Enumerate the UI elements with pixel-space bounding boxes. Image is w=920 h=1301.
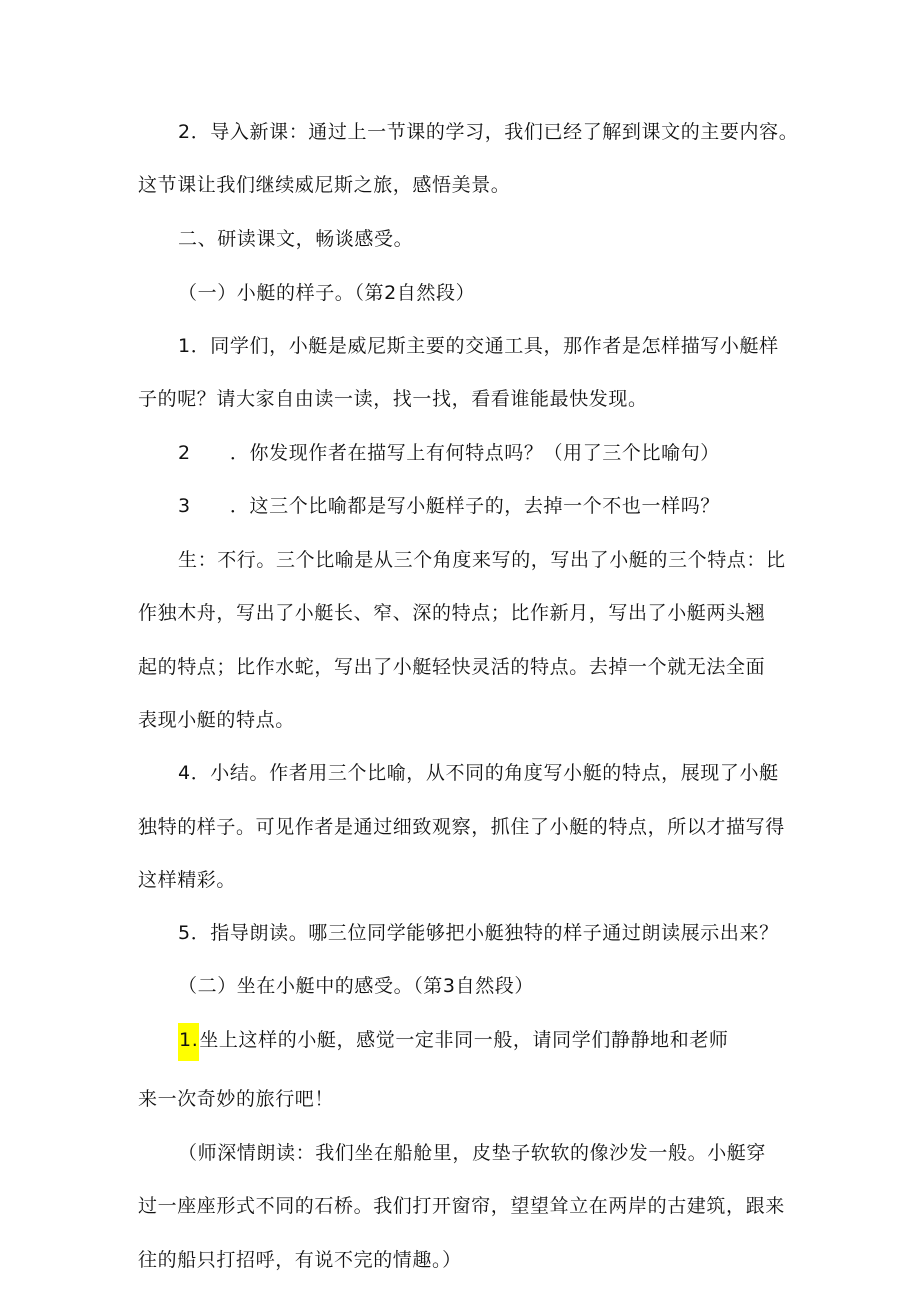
highlighted-item-continuation: 来一次奇妙的旅行吧！ (138, 1088, 335, 1110)
highlighted-item-text: 坐上这样的小艇，感觉一定非同一般，请同学们静静地和老师 (199, 1029, 729, 1051)
item-1-line-1: 1．同学们，小艇是威尼斯主要的交通工具，那作者是怎样描写小艇样 (178, 335, 779, 357)
item-2: 2 ．你发现作者在描写上有何特点吗？（用了三个比喻句） (178, 442, 720, 464)
item-3: 3 ．这三个比喻都是写小艇样子的，去掉一个不也一样吗？ (178, 495, 720, 517)
summary-line-2: 独特的样子。可见作者是通过细致观察，抓住了小艇的特点，所以才描写得 (138, 816, 785, 838)
answer-line-2: 作独木舟，写出了小艇长、窄、深的特点；比作新月，写出了小艇两头翘 (138, 602, 766, 624)
reading-line-3: 往的船只打招呼，有说不完的情趣。） (138, 1249, 462, 1271)
answer-line-3: 起的特点；比作水蛇，写出了小艇轻快灵活的特点。去掉一个就无法全面 (138, 656, 766, 678)
subsection-heading-1: （一）小艇的样子。（第2自然段） (178, 282, 476, 304)
paragraph-intro-line-2: 这节课让我们继续威尼斯之旅，感悟美景。 (138, 174, 511, 196)
reading-line-2: 过一座座形式不同的石桥。我们打开窗帘，望望耸立在两岸的古建筑，跟来 (138, 1195, 785, 1217)
item-1-line-2: 子的呢？请大家自由读一读，找一找，看看谁能最快发现。 (138, 388, 648, 410)
reading-line-1: （师深情朗读：我们坐在船舱里，皮垫子软软的像沙发一般。小艇穿 (178, 1142, 767, 1164)
paragraph-intro-line-1: 2．导入新课：通过上一节课的学习，我们已经了解到课文的主要内容。 (178, 121, 799, 143)
item-5: 5．指导朗读。哪三位同学能够把小艇独特的样子通过朗读展示出来？ (178, 922, 779, 944)
section-heading-2: 二、研读课文，畅谈感受。 (178, 228, 414, 250)
answer-line-4: 表现小艇的特点。 (138, 709, 295, 731)
highlighted-number: 1. (178, 1023, 199, 1061)
summary-line-1: 4．小结。作者用三个比喻，从不同的角度写小艇的特点，展现了小艇 (178, 762, 779, 784)
subsection-heading-2: （二）坐在小艇中的感受。（第3自然段） (178, 975, 534, 997)
answer-line-1: 生：不行。三个比喻是从三个角度来写的，写出了小艇的三个特点：比 (178, 549, 786, 571)
summary-line-3: 这样精彩。 (138, 869, 237, 891)
highlighted-item-line (178, 1027, 729, 1061)
